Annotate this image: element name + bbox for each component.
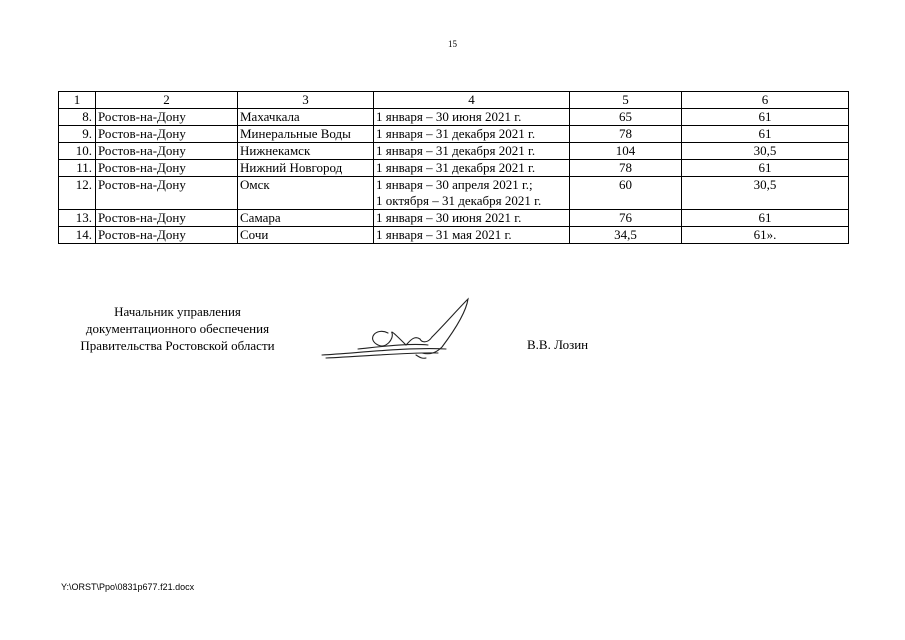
period-cell xyxy=(374,143,570,160)
data-table xyxy=(58,91,849,244)
signer-name: В.В. Лозин xyxy=(527,337,589,352)
period-line: 1 января – 31 декабря 2021 г. xyxy=(376,143,536,158)
column-header: 1 xyxy=(59,92,96,109)
value-col6-cell: 61 xyxy=(682,210,849,227)
value-col5-cell: 76 xyxy=(570,210,682,227)
row-number-cell: 12. xyxy=(59,177,96,210)
destination-city-cell: Сочи xyxy=(238,227,374,244)
column-header: 5 xyxy=(570,92,682,109)
value-col6-cell: 61 xyxy=(682,109,849,126)
value-col5-cell: 78 xyxy=(570,160,682,177)
signatory-title-line: документационного обеспечения xyxy=(85,321,270,336)
destination-city-cell: Нижнекамск xyxy=(238,143,374,160)
period-line: 1 января – 30 апреля 2021 г.; xyxy=(376,177,533,192)
origin-city-cell: Ростов-на-Дону xyxy=(96,227,238,244)
period-line: 1 января – 31 декабря 2021 г. xyxy=(376,126,536,141)
value-col6-cell: 30,5 xyxy=(682,143,849,160)
row-number-cell: 11. xyxy=(59,160,96,177)
row-number-cell: 8. xyxy=(59,109,96,126)
period-cell xyxy=(374,109,570,126)
table-row xyxy=(59,126,849,143)
destination-city-cell: Нижний Новгород xyxy=(238,160,374,177)
value-col5-cell: 78 xyxy=(570,126,682,143)
destination-city-cell: Махачкала xyxy=(238,109,374,126)
period-line: 1 октября – 31 декабря 2021 г. xyxy=(376,193,542,208)
column-header: 3 xyxy=(238,92,374,109)
period-line: 1 января – 30 июня 2021 г. xyxy=(376,210,522,225)
handwritten-signature xyxy=(318,295,478,363)
column-header: 4 xyxy=(374,92,570,109)
table-row xyxy=(59,177,849,210)
value-col6-cell: 61». xyxy=(682,227,849,244)
period-line: 1 января – 31 декабря 2021 г. xyxy=(376,160,536,175)
value-col5-cell: 34,5 xyxy=(570,227,682,244)
value-col6-cell: 61 xyxy=(682,126,849,143)
table-row xyxy=(59,210,849,227)
value-col5-cell: 65 xyxy=(570,109,682,126)
row-number-cell: 10. xyxy=(59,143,96,160)
file-path-footer: Y:\ORST\Ppo\0831p677.f21.docx xyxy=(61,582,195,592)
value-col6-cell: 61 xyxy=(682,160,849,177)
period-cell xyxy=(374,177,570,210)
period-cell xyxy=(374,126,570,143)
origin-city-cell: Ростов-на-Дону xyxy=(96,160,238,177)
row-number-cell: 9. xyxy=(59,126,96,143)
table-row xyxy=(59,227,849,244)
row-number-cell: 14. xyxy=(59,227,96,244)
column-header: 2 xyxy=(96,92,238,109)
page-number: 15 xyxy=(448,39,457,49)
origin-city-cell: Ростов-на-Дону xyxy=(96,126,238,143)
period-line: 1 января – 30 июня 2021 г. xyxy=(376,109,522,124)
origin-city-cell: Ростов-на-Дону xyxy=(96,177,238,210)
destination-city-cell: Самара xyxy=(238,210,374,227)
period-cell xyxy=(374,160,570,177)
period-cell xyxy=(374,227,570,244)
table-row xyxy=(59,143,849,160)
origin-city-cell: Ростов-на-Дону xyxy=(96,143,238,160)
signatory-title-line: Начальник управления xyxy=(114,304,241,319)
value-col6-cell: 30,5 xyxy=(682,177,849,210)
table-row xyxy=(59,160,849,177)
destination-city-cell: Минеральные Воды xyxy=(238,126,374,143)
column-header: 6 xyxy=(682,92,849,109)
origin-city-cell: Ростов-на-Дону xyxy=(96,109,238,126)
period-line: 1 января – 31 мая 2021 г. xyxy=(376,227,512,242)
destination-city-cell: Омск xyxy=(238,177,374,210)
value-col5-cell: 60 xyxy=(570,177,682,210)
table-header-row xyxy=(59,92,849,109)
origin-city-cell: Ростов-на-Дону xyxy=(96,210,238,227)
signatory-title xyxy=(60,303,295,354)
period-cell xyxy=(374,210,570,227)
signatory-title-line: Правительства Ростовской области xyxy=(80,338,275,353)
value-col5-cell: 104 xyxy=(570,143,682,160)
row-number-cell: 13. xyxy=(59,210,96,227)
table-row xyxy=(59,109,849,126)
